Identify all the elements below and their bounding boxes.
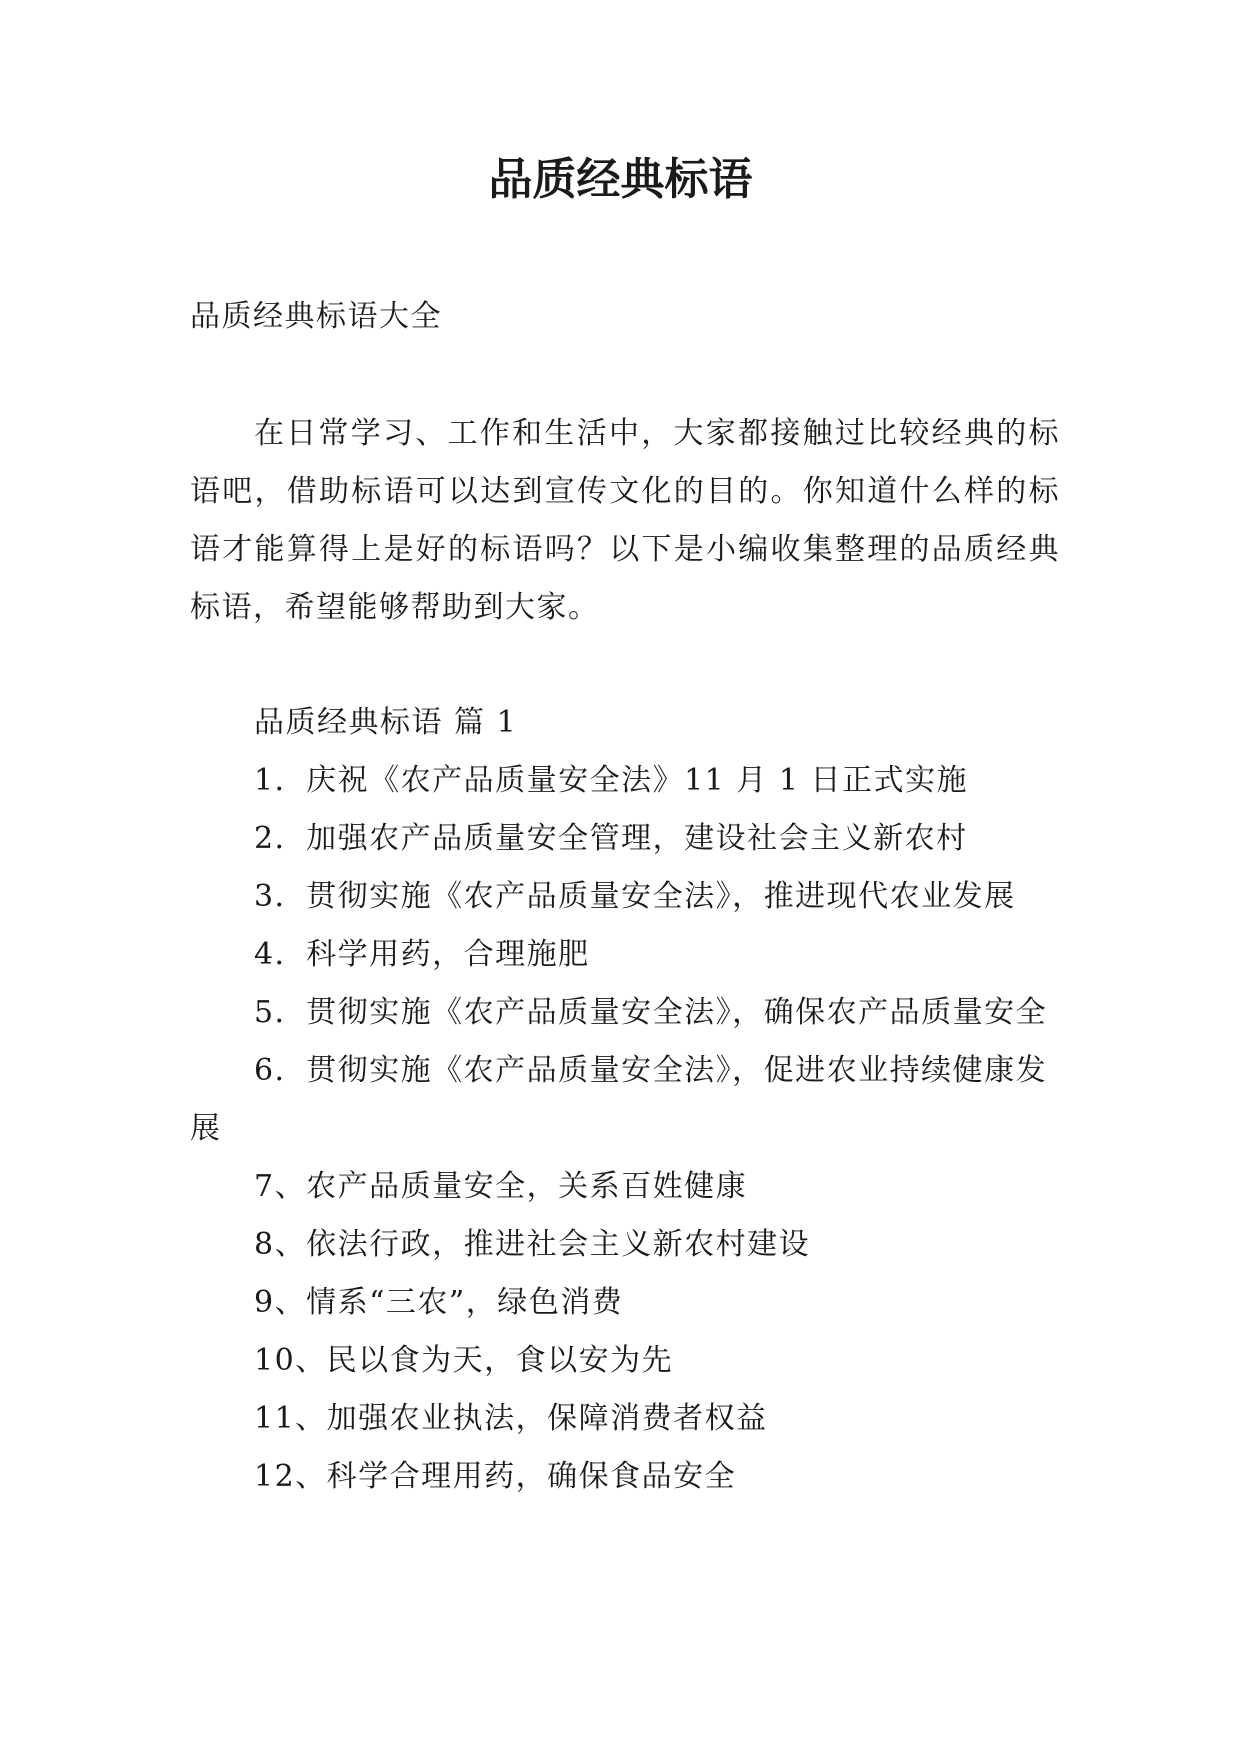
slogan-item: 1．庆祝《农产品质量安全法》11 月 1 日正式实施 [254, 763, 968, 798]
section-heading: 品质经典标语 篇 1 [254, 705, 518, 740]
slogan-item: 12、科学合理用药，确保食品安全 [254, 1459, 737, 1494]
slogan-item: 3．贯彻实施《农产品质量安全法》，推进现代农业发展 [254, 879, 1016, 914]
slogan-item: 5．贯彻实施《农产品质量安全法》，确保农产品质量安全 [254, 995, 1048, 1030]
slogan-item: 9、情系“三农”，绿色消费 [254, 1285, 624, 1320]
slogan-item: 8、依法行政，推进社会主义新农村建设 [254, 1227, 811, 1262]
slogan-item: 10、民以食为天，食以安为先 [254, 1343, 674, 1378]
slogan-item: 4．科学用药，合理施肥 [254, 937, 590, 972]
intro-paragraph: 在日常学习、工作和生活中，大家都接触过比较经典的标语吧，借助标语可以达到宣传文化的目的。你知道什么样的标语才能算得上是好的标语吗？以下是小编收集整理的品质经典标语，希望能够帮助到大家。 [190, 416, 1060, 625]
document-subtitle: 品质经典标语大全 [190, 299, 442, 334]
slogan-item: 6．贯彻实施《农产品质量安全法》，促进农业持续健康发展 [190, 1053, 1048, 1146]
slogan-item: 2．加强农产品质量安全管理，建设社会主义新农村 [254, 821, 968, 856]
slogan-item: 11、加强农业执法，保障消费者权益 [254, 1401, 768, 1436]
slogan-item: 7、农产品质量安全，关系百姓健康 [254, 1169, 748, 1204]
slogan-list [190, 694, 1060, 1506]
document-title: 品质经典标语 [488, 154, 753, 205]
